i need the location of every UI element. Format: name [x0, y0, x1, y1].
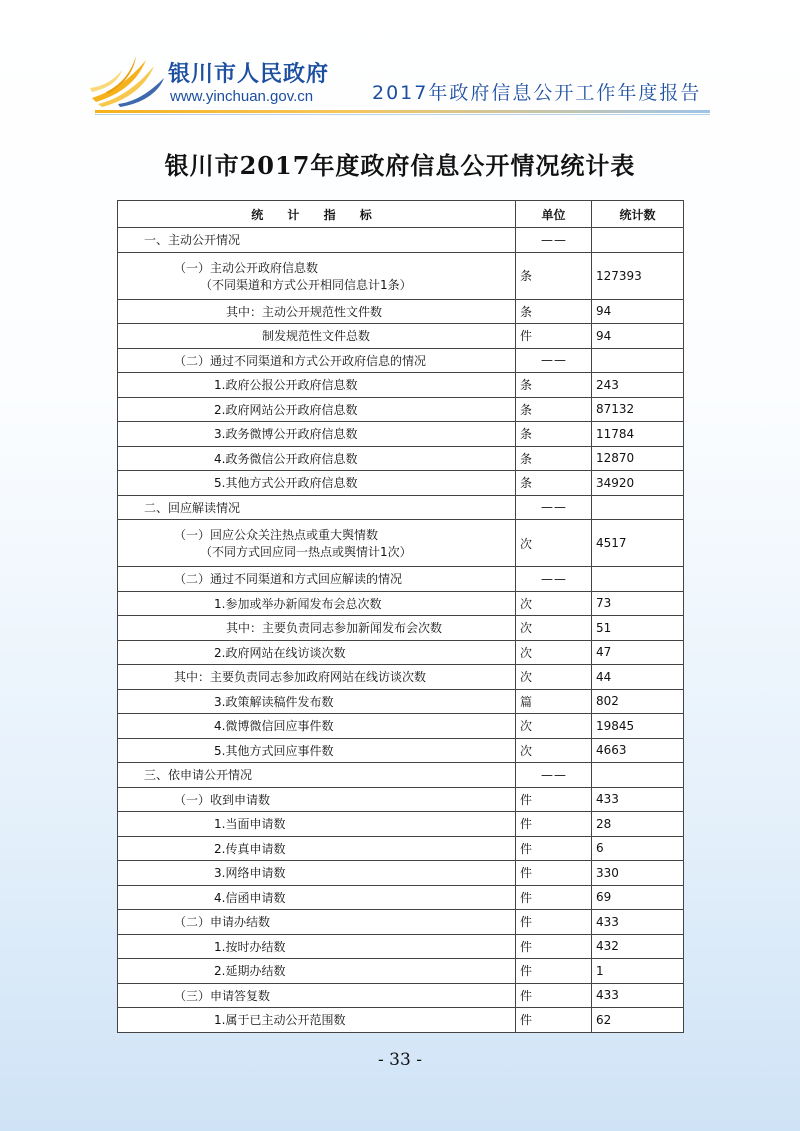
row-count: 330 — [592, 861, 684, 886]
row-label: 其中：主动公开规范性文件数 — [118, 299, 516, 324]
table-row — [118, 763, 684, 788]
row-unit: 件 — [516, 324, 592, 349]
header-divider — [95, 110, 710, 113]
row-label: 3.政策解读稿件发布数 — [118, 689, 516, 714]
row-label: （三）申请答复数 — [118, 983, 516, 1008]
row-label-note: （不同渠道和方式公开相同信息计1条） — [200, 277, 412, 292]
row-count: 47 — [592, 640, 684, 665]
row-count: 94 — [592, 299, 684, 324]
table-row — [118, 665, 684, 690]
row-unit: 次 — [516, 520, 592, 567]
row-unit: 件 — [516, 983, 592, 1008]
page-number: - 33 - — [378, 1050, 422, 1070]
row-unit: 件 — [516, 910, 592, 935]
row-unit: 件 — [516, 812, 592, 837]
row-unit: 条 — [516, 422, 592, 447]
table-row — [118, 348, 684, 373]
row-count: 28 — [592, 812, 684, 837]
row-unit: —— — [516, 495, 592, 520]
row-count: 432 — [592, 934, 684, 959]
table-row — [118, 861, 684, 886]
table-row — [118, 812, 684, 837]
row-label: 其中：主要负责同志参加政府网站在线访谈次数 — [118, 665, 516, 690]
table-row — [118, 446, 684, 471]
row-label: 5.其他方式回应事件数 — [118, 738, 516, 763]
row-count: 802 — [592, 689, 684, 714]
row-unit: 件 — [516, 787, 592, 812]
row-count: 433 — [592, 910, 684, 935]
row-count: 12870 — [592, 446, 684, 471]
row-count: 87132 — [592, 397, 684, 422]
row-label: 4.政务微信公开政府信息数 — [118, 446, 516, 471]
row-count: 19845 — [592, 714, 684, 739]
table-row — [118, 567, 684, 592]
row-unit: 条 — [516, 471, 592, 496]
header-count: 统计数 — [592, 201, 684, 228]
row-label: 1.参加或举办新闻发布会总次数 — [118, 591, 516, 616]
table-row — [118, 640, 684, 665]
row-count — [592, 495, 684, 520]
row-label: 5.其他方式公开政府信息数 — [118, 471, 516, 496]
row-count — [592, 348, 684, 373]
row-label: 1.当面申请数 — [118, 812, 516, 837]
row-label: 三、依申请公开情况 — [118, 763, 516, 788]
table-header-row — [118, 201, 684, 228]
row-label: 3.网络申请数 — [118, 861, 516, 886]
row-label: （一）收到申请数 — [118, 787, 516, 812]
row-label: 二、回应解读情况 — [118, 495, 516, 520]
row-unit: —— — [516, 228, 592, 253]
table-row — [118, 714, 684, 739]
table-row — [118, 689, 684, 714]
row-unit: 件 — [516, 959, 592, 984]
table-row — [118, 397, 684, 422]
row-label: 4.信函申请数 — [118, 885, 516, 910]
row-count: 433 — [592, 983, 684, 1008]
table-row — [118, 495, 684, 520]
row-unit: 篇 — [516, 689, 592, 714]
table-row — [118, 299, 684, 324]
row-unit: 次 — [516, 738, 592, 763]
row-unit: 条 — [516, 446, 592, 471]
row-count: 127393 — [592, 252, 684, 299]
page-title: 银川市2017年度政府信息公开情况统计表 — [164, 151, 636, 180]
row-label: 1.政府公报公开政府信息数 — [118, 373, 516, 398]
row-label: 制发规范性文件总数 — [118, 324, 516, 349]
table-row — [118, 836, 684, 861]
table-row — [118, 228, 684, 253]
row-label: 一、主动公开情况 — [118, 228, 516, 253]
table-row — [118, 738, 684, 763]
row-label: 2.政府网站在线访谈次数 — [118, 640, 516, 665]
row-count: 243 — [592, 373, 684, 398]
row-unit: 条 — [516, 397, 592, 422]
row-count: 73 — [592, 591, 684, 616]
table-row — [118, 885, 684, 910]
row-label: 1.按时办结数 — [118, 934, 516, 959]
row-count: 1 — [592, 959, 684, 984]
row-count: 44 — [592, 665, 684, 690]
row-unit: 次 — [516, 665, 592, 690]
row-label: 3.政务微博公开政府信息数 — [118, 422, 516, 447]
row-label — [118, 520, 516, 567]
row-unit: 件 — [516, 1008, 592, 1033]
table-row — [118, 422, 684, 447]
row-unit: 条 — [516, 252, 592, 299]
row-label: （二）申请办结数 — [118, 910, 516, 935]
statistics-table — [117, 200, 684, 1033]
header-unit: 单位 — [516, 201, 592, 228]
table-row — [118, 324, 684, 349]
table-row — [118, 471, 684, 496]
row-count — [592, 567, 684, 592]
table-row — [118, 373, 684, 398]
yinchuan-logo-icon — [88, 52, 168, 108]
row-label: 2.传真申请数 — [118, 836, 516, 861]
row-label-note: （不同方式回应同一热点或舆情计1次） — [200, 545, 412, 559]
row-label-main: （一）回应公众关注热点或重大舆情数 — [174, 528, 379, 542]
table-row — [118, 983, 684, 1008]
table-row — [118, 787, 684, 812]
row-count: 51 — [592, 616, 684, 641]
row-count: 69 — [592, 885, 684, 910]
row-unit: 条 — [516, 299, 592, 324]
header-indicator: 统 计 指 标 — [118, 201, 516, 228]
row-unit: 次 — [516, 591, 592, 616]
row-count — [592, 228, 684, 253]
row-unit: 件 — [516, 836, 592, 861]
row-count: 94 — [592, 324, 684, 349]
row-unit: 件 — [516, 885, 592, 910]
row-count — [592, 763, 684, 788]
row-label: 1.属于已主动公开范围数 — [118, 1008, 516, 1033]
row-label: 4.微博微信回应事件数 — [118, 714, 516, 739]
row-count: 433 — [592, 787, 684, 812]
row-count: 11784 — [592, 422, 684, 447]
table-row — [118, 616, 684, 641]
row-unit: 件 — [516, 861, 592, 886]
table-row — [118, 959, 684, 984]
row-label — [118, 252, 516, 299]
table-row — [118, 591, 684, 616]
row-label: （二）通过不同渠道和方式回应解读的情况 — [118, 567, 516, 592]
row-unit: 次 — [516, 714, 592, 739]
website-url: www.yinchuan.gov.cn — [170, 88, 314, 105]
table-row — [118, 252, 684, 299]
page-header — [0, 0, 800, 125]
row-label-main: （一）主动公开政府信息数 — [174, 260, 319, 275]
row-unit: 次 — [516, 640, 592, 665]
row-label: 2.政府网站公开政府信息数 — [118, 397, 516, 422]
row-count: 4517 — [592, 520, 684, 567]
row-unit: 件 — [516, 934, 592, 959]
row-unit: 条 — [516, 373, 592, 398]
table-row — [118, 1008, 684, 1033]
row-unit: 次 — [516, 616, 592, 641]
row-unit: —— — [516, 763, 592, 788]
row-label: （二）通过不同渠道和方式公开政府信息的情况 — [118, 348, 516, 373]
row-count: 34920 — [592, 471, 684, 496]
table-row — [118, 934, 684, 959]
report-title: 2017年政府信息公开工作年度报告 — [372, 82, 702, 104]
org-name: 银川市人民政府 — [168, 62, 330, 87]
table-row — [118, 520, 684, 567]
row-count: 4663 — [592, 738, 684, 763]
row-label: 2.延期办结数 — [118, 959, 516, 984]
row-count: 6 — [592, 836, 684, 861]
row-unit: —— — [516, 348, 592, 373]
header-divider-thin — [95, 114, 710, 115]
row-label: 其中：主要负责同志参加新闻发布会次数 — [118, 616, 516, 641]
row-count: 62 — [592, 1008, 684, 1033]
row-unit: —— — [516, 567, 592, 592]
table-row — [118, 910, 684, 935]
